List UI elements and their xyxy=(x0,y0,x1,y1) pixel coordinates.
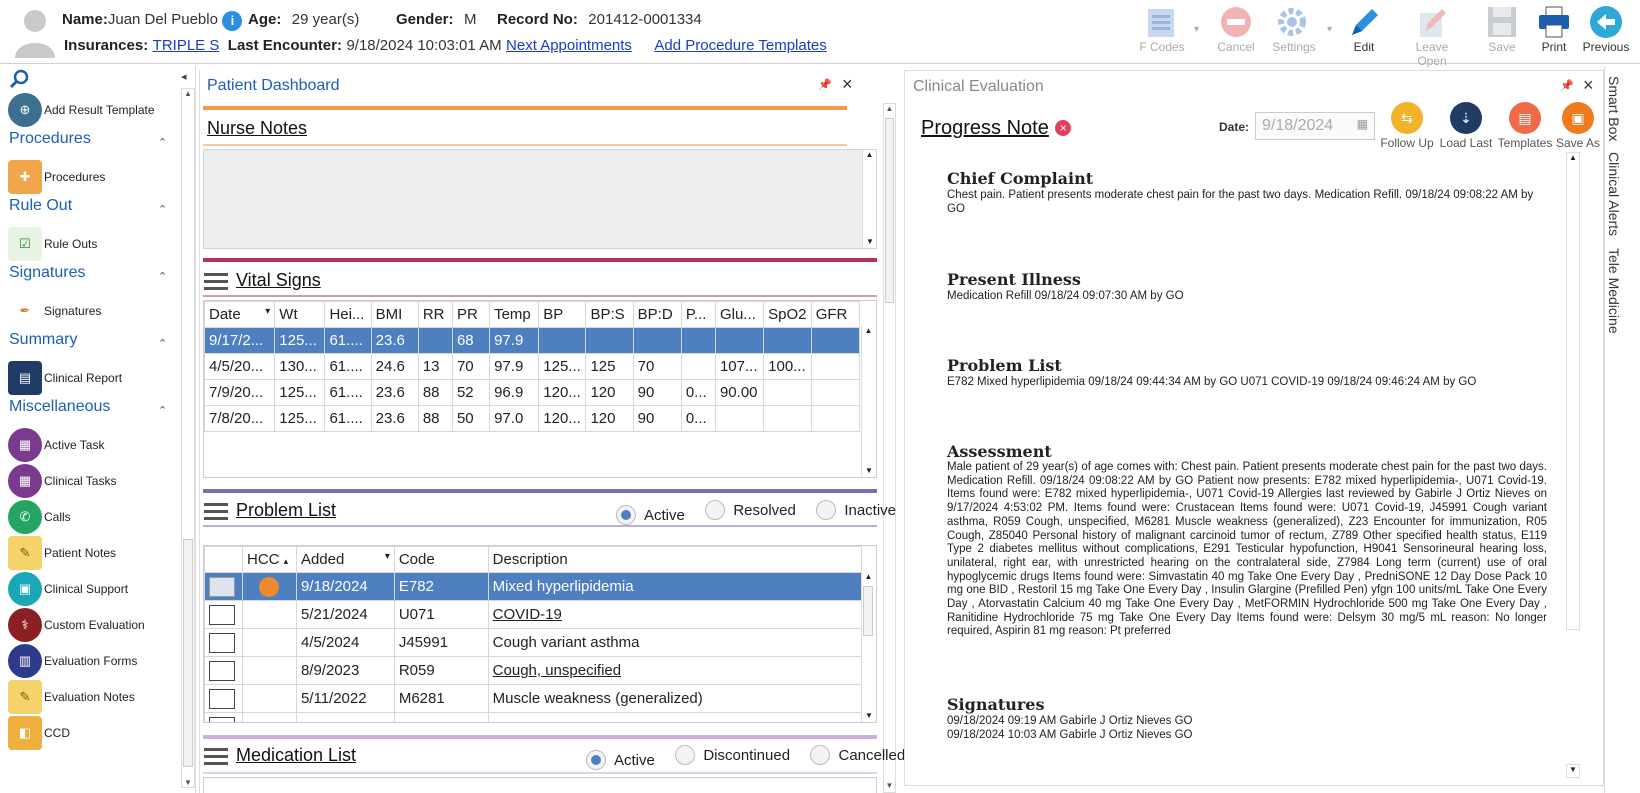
nurse-notes-textarea[interactable]: ▲ ▼ xyxy=(203,149,877,249)
sidebar-item-label: Add Result Template xyxy=(44,103,155,117)
record-label: Record No: xyxy=(497,11,578,28)
patient-avatar xyxy=(12,6,58,58)
table-row[interactable]: 5/11/2022 M6281 Muscle weakness (generalized) xyxy=(205,685,862,713)
insurance-link[interactable]: TRIPLE S xyxy=(152,37,220,54)
sidebar-item-calls[interactable] xyxy=(8,500,71,534)
fcodes-label: F Codes xyxy=(1139,40,1185,54)
patient-name: Juan Del Pueblo xyxy=(107,11,218,28)
note-section-assessment xyxy=(947,442,1547,639)
sidebar-item-clinical-tasks[interactable] xyxy=(8,464,116,498)
sidebar-item-active-task[interactable] xyxy=(8,428,104,462)
print-label: Print xyxy=(1541,40,1567,54)
section-heading: Present Illness xyxy=(947,270,1081,289)
last-encounter-value: 9/18/2024 10:03:01 AM xyxy=(346,37,502,54)
sidebar-item-label: Active Task xyxy=(44,438,105,452)
sidebar-item-label: Clinical Report xyxy=(44,371,123,385)
tab-clinical-alerts[interactable]: Clinical Alerts xyxy=(1606,152,1622,237)
load-last-button[interactable] xyxy=(1437,102,1495,150)
table-row[interactable]: 4/5/2024 J45991 Cough variant asthma xyxy=(205,629,862,657)
chevron-up-icon[interactable]: ⌃ xyxy=(158,271,168,283)
progress-note-header xyxy=(921,117,1071,140)
info-icon[interactable]: i xyxy=(222,11,242,31)
problem-col-added[interactable]: Added ▾ xyxy=(296,547,394,573)
clinical-evaluation-title: Clinical Evaluation xyxy=(913,78,1044,95)
vitals-col-pr[interactable]: PR xyxy=(452,302,489,328)
vitals-header-row xyxy=(205,302,860,328)
age-label: Age: xyxy=(248,11,282,28)
fcodes-dropdown-icon[interactable]: ▾ xyxy=(1194,24,1200,35)
vitals-col-bmi[interactable]: BMI xyxy=(371,302,418,328)
pin-icon[interactable]: 📌 xyxy=(818,79,832,91)
procedures-icon: ✚ xyxy=(8,160,42,194)
row-checkbox[interactable] xyxy=(209,717,235,724)
dashboard-title: Patient Dashboard xyxy=(207,77,340,94)
filter-active-radio[interactable] xyxy=(586,750,655,770)
vital-signs-underline xyxy=(203,295,877,297)
back-arrow-icon xyxy=(1586,4,1626,40)
edit-label: Edit xyxy=(1353,40,1375,54)
sidebar-item-evaluation-forms[interactable] xyxy=(8,644,137,678)
patient-header xyxy=(0,0,1640,68)
notes-icon: ✎ xyxy=(8,536,42,570)
problem-col-select xyxy=(205,547,243,573)
section-body: 09/18/2024 09:19 AM Gabirle J Ortiz Nieves GO 09/18/2024 10:03 AM Gabirle J Ortiz Nieves GO xyxy=(947,715,1193,741)
medication-list-header xyxy=(204,745,356,766)
filter-active-radio[interactable] xyxy=(616,505,685,525)
hamburger-menu-icon[interactable] xyxy=(204,748,228,766)
filter-inactive-radio[interactable] xyxy=(816,500,896,520)
table-row[interactable]: 8/9/2023 R059 Cough, unspecified xyxy=(205,657,862,685)
sidebar-item-label: Clinical Support xyxy=(44,582,129,596)
sidebar-item-ccd[interactable] xyxy=(8,716,70,750)
templates-icon: ▤ xyxy=(1509,102,1541,134)
problem-col-description[interactable]: Description xyxy=(488,547,861,573)
sidebar-item-label: Rule Outs xyxy=(44,237,98,251)
templates-label: Templates xyxy=(1497,136,1553,150)
last-encounter-label: Last Encounter: xyxy=(227,37,342,54)
problem-filter-group xyxy=(600,500,896,525)
vitals-col-date[interactable]: Date ▾ xyxy=(205,302,275,328)
sidebar-item-clinical-support[interactable] xyxy=(8,572,128,606)
fcodes-icon xyxy=(1142,4,1182,40)
calendar-icon[interactable]: ▦ xyxy=(1356,117,1368,131)
radio-label: Discontinued xyxy=(703,746,791,764)
patient-age: 29 year(s) xyxy=(291,11,360,28)
table-row[interactable]: 5/21/2024 U071 COVID-19 xyxy=(205,601,862,629)
date-value: 9/18/2024 xyxy=(1262,117,1334,134)
section-signatures[interactable]: Signatures xyxy=(9,264,86,281)
table-row[interactable]: 4/5/20... 130... 61.... 24.6 13 70 97.9 125... 125 70 107... 100... xyxy=(205,354,860,380)
vitals-col-spo2[interactable]: SpO2 xyxy=(764,302,812,328)
filter-cancelled-radio[interactable] xyxy=(810,745,905,765)
settings-button[interactable] xyxy=(1262,4,1326,60)
sidebar-item-clinical-report[interactable] xyxy=(8,361,122,395)
radio-label: Active xyxy=(644,506,685,524)
previous-button[interactable] xyxy=(1574,4,1638,60)
vitals-table xyxy=(204,301,860,432)
chevron-up-icon[interactable]: ⌃ xyxy=(158,405,168,417)
note-section-chief-complaint xyxy=(947,169,1547,216)
progress-note-title: Progress Note xyxy=(921,117,1049,139)
nurse-notes-accent xyxy=(203,106,847,110)
close-icon[interactable]: × xyxy=(1583,75,1594,95)
date-label: Date: xyxy=(1219,120,1250,134)
evaluation-notes-icon: ✎ xyxy=(8,680,42,714)
search-icon[interactable] xyxy=(8,68,30,95)
problem-col-hcc[interactable]: HCC ▴ xyxy=(242,547,296,573)
section-body: E782 Mixed hyperlipidemia 09/18/24 09:44:34 AM by GO U071 COVID-19 09/18/24 09:46:24 AM by GO xyxy=(947,376,1477,388)
leave-open-label: Leave Open xyxy=(1415,40,1449,68)
dashboard-scrollbar[interactable]: ▲ ▼ xyxy=(883,103,896,793)
problem-list-underline xyxy=(203,525,877,527)
section-procedures[interactable]: Procedures xyxy=(9,130,91,147)
add-procedure-templates-link[interactable]: Add Procedure Templates xyxy=(654,37,827,54)
follow-up-icon: ⇆ xyxy=(1391,102,1423,134)
tab-tele-medicine[interactable]: Tele Medicine xyxy=(1606,248,1622,334)
vitals-col-temp[interactable]: Temp xyxy=(490,302,539,328)
problem-description-link[interactable]: COVID-19 xyxy=(488,601,861,629)
chevron-up-icon[interactable]: ⌃ xyxy=(158,338,168,350)
report-icon: ▤ xyxy=(8,361,42,395)
chevron-up-icon[interactable]: ⌃ xyxy=(158,137,168,149)
table-row[interactable] xyxy=(205,713,862,724)
problem-description-link[interactable]: Cough, unspecified xyxy=(488,657,861,685)
forms-icon: ▥ xyxy=(8,644,42,678)
sidebar-item-custom-evaluation[interactable] xyxy=(8,608,145,642)
problem-col-code[interactable]: Code xyxy=(394,547,488,573)
note-section-problem-list xyxy=(947,356,1547,389)
row-checkbox[interactable] xyxy=(209,689,235,709)
fcodes-button[interactable] xyxy=(1130,4,1194,60)
previous-label: Previous xyxy=(1582,40,1630,54)
problem-header-row xyxy=(205,547,862,573)
nurse-notes-underline xyxy=(203,144,847,146)
sidebar-item-label: Evaluation Notes xyxy=(44,690,135,704)
collapse-sidebar-icon[interactable]: ◂ xyxy=(181,71,187,83)
vitals-col-wt[interactable]: Wt xyxy=(275,302,325,328)
section-rule-out[interactable]: Rule Out xyxy=(9,197,73,214)
clinical-tasks-icon: ▦ xyxy=(8,464,42,498)
section-heading: Signatures xyxy=(947,695,1045,714)
problem-list-accent xyxy=(203,489,877,493)
sidebar-item-procedures[interactable] xyxy=(8,160,105,194)
edit-button[interactable] xyxy=(1332,4,1396,60)
sidebar-item-label: Patient Notes xyxy=(44,546,117,560)
row-checkbox[interactable] xyxy=(209,577,235,597)
insurances-label: Insurances: xyxy=(64,37,149,54)
radio-label: Inactive xyxy=(844,501,897,519)
sidebar-item-signatures[interactable] xyxy=(8,294,101,328)
problem-table-frame xyxy=(203,545,877,723)
section-miscellaneous[interactable]: Miscellaneous xyxy=(9,398,111,415)
follow-up-button[interactable] xyxy=(1378,102,1436,150)
cancel-icon xyxy=(1216,4,1256,40)
table-row[interactable]: 7/8/20... 125... 61.... 23.6 88 50 97.0 120... 120 90 0... xyxy=(205,406,860,432)
note-section-present-illness xyxy=(947,270,1547,303)
sidebar-item-add-result-template[interactable] xyxy=(8,93,155,127)
sidebar-item-label: Clinical Tasks xyxy=(44,474,117,488)
leave-open-icon xyxy=(1412,4,1452,40)
save-as-icon: ▣ xyxy=(1562,102,1594,134)
sidebar-item-label: Procedures xyxy=(44,170,106,184)
next-appointments-link[interactable]: Next Appointments xyxy=(506,37,632,54)
gender-label: Gender: xyxy=(396,11,454,28)
nurse-notes-title: Nurse Notes xyxy=(207,118,308,138)
medication-table-frame xyxy=(203,777,877,793)
vital-signs-accent xyxy=(203,258,877,262)
medication-list-title: Medication List xyxy=(236,745,357,765)
name-label: Name: xyxy=(62,11,108,28)
note-section-signatures xyxy=(947,695,1547,742)
problem-scrollbar[interactable]: ▲ ▼ xyxy=(861,572,875,722)
vital-signs-title: Vital Signs xyxy=(236,270,321,290)
section-body: Chest pain. Patient presents moderate chest pain for the past two days. Medication Refill. 09/18/24 09:08:22 AM by GO xyxy=(947,189,1534,215)
table-row[interactable]: 9/17/2... 125... 61.... 23.6 68 97.9 xyxy=(205,328,860,354)
hamburger-menu-icon[interactable] xyxy=(204,273,228,291)
ccd-folder-icon: ◧ xyxy=(8,716,42,750)
section-heading: Problem List xyxy=(947,356,1062,375)
filter-resolved-radio[interactable] xyxy=(705,500,796,520)
sidebar-item-label: Signatures xyxy=(44,304,102,318)
follow-up-label: Follow Up xyxy=(1380,136,1434,150)
vitals-col-bps[interactable]: BP:S xyxy=(586,302,633,328)
vitals-col-bpd[interactable]: BP:D xyxy=(633,302,681,328)
section-body: Male patient of 29 year(s) of age comes with: Chest pain. Patient presents moderate chest pain for the past two days. Medication Refill. 09/18/24 09:08:22 AM by GO Patient now presents: E782 mixed hyperlipidemia-, U071 Covid-19. Items found were: E782 mixed hyperlipidemia-, U071 Covid-19 Allergies last reviewed by Gabirle J Ortiz Nieves on 9/17/2024 4:53:02 PM. Items found were: Crustacean Items found were: U071 Covid-19, J45991 Cough variant asthma, R059 Cough, unspecified, M6281 Muscle weakness (generalized), Z23 Encounter for immunization, R05 Cough, Z85040 Personal history of malignant carcinoid tumor of rectum, Z789 Other specified health status, E119 Type 2 diabetes mellitus without complications, E291 Testicular hypofunction, H9041 Sensorineural hearing loss, unilateral, right ear, with unrestricted hearing on the contralateral side, Z7984 Long term (current) use of oral hypoglycemic drugs Items found were: Simvastatin 40 mg Take One Every Day , PredniSONE 12 Day Dose Pack 10 mg one BID , Restoril 15 mg Take One Every Day , Insulin Glargine (Prefilled Pen) yfgn 100 units/mL Take One Every Day , Atorvastatin Calcium 40 mg Take One Every Day , MetFORMIN Hydrochloride 500 mg Take One Every Day , Ranitidine Hydrochloride 75 mg Take One Every Day Items found were: Delsym 30 mg/5 mL reason: No longer required, Aspirin 81 mg reason: Pt preferred xyxy=(947,461,1547,638)
sidebar-item-patient-notes[interactable] xyxy=(8,536,116,570)
save-as-button[interactable] xyxy=(1549,102,1607,150)
medication-filter-group xyxy=(570,745,905,770)
sidebar-item-label: Custom Evaluation xyxy=(44,618,145,632)
vitals-scrollbar[interactable]: ▲ ▼ xyxy=(861,326,875,477)
hamburger-menu-icon[interactable] xyxy=(204,503,228,521)
settings-label: Settings xyxy=(1272,40,1316,54)
cancel-label: Cancel xyxy=(1217,40,1255,54)
sort-dropdown-icon[interactable]: ▾ xyxy=(265,306,271,317)
radio-label: Active xyxy=(614,751,655,769)
section-body: Medication Refill 09/18/24 09:07:30 AM by GO xyxy=(947,290,1184,302)
close-icon[interactable]: × xyxy=(842,74,853,94)
vitals-col-glucose[interactable]: Glu... xyxy=(715,302,763,328)
hcc-indicator-icon xyxy=(259,577,279,597)
row-checkbox[interactable] xyxy=(209,633,235,653)
pin-icon[interactable]: 📌 xyxy=(1560,80,1574,92)
problem-list-title: Problem List xyxy=(236,500,337,520)
sidebar-item-evaluation-notes[interactable] xyxy=(8,680,135,714)
radio-label: Resolved xyxy=(733,501,796,519)
sidebar xyxy=(0,66,196,793)
sidebar-item-label: Calls xyxy=(44,510,71,524)
vitals-col-p[interactable]: P... xyxy=(681,302,715,328)
table-row[interactable]: 9/18/2024 E782 Mixed hyperlipidemia xyxy=(205,573,862,601)
chevron-up-icon[interactable]: ⌃ xyxy=(158,204,168,216)
note-scroll-down[interactable]: ▼ xyxy=(1566,764,1580,778)
sidebar-item-rule-outs[interactable] xyxy=(8,227,97,261)
cancel-button[interactable] xyxy=(1204,4,1268,60)
load-last-icon: ⇣ xyxy=(1450,102,1482,134)
table-row[interactable]: 7/9/20... 125... 61.... 23.6 88 52 96.9 120... 120 90 0... 90.00 xyxy=(205,380,860,406)
add-result-template-icon: ⊕ xyxy=(8,93,42,127)
leave-open-button[interactable] xyxy=(1400,4,1464,68)
task-icon: ▦ xyxy=(8,428,42,462)
vitals-col-rr[interactable]: RR xyxy=(418,302,452,328)
gear-icon xyxy=(1274,4,1314,40)
signature-pen-icon: ✒ xyxy=(8,294,42,328)
medication-list-accent xyxy=(203,735,877,739)
vital-signs-header xyxy=(204,270,321,291)
sidebar-item-label: CCD xyxy=(44,726,70,740)
section-heading: Chief Complaint xyxy=(947,169,1094,188)
note-scrollbar[interactable]: ▲ xyxy=(1566,152,1580,630)
record-number: 201412-0001334 xyxy=(588,11,702,28)
sort-asc-icon: ▴ xyxy=(283,556,289,566)
filter-discontinued-radio[interactable] xyxy=(675,745,790,765)
phone-icon: ✆ xyxy=(8,500,42,534)
problem-list-header xyxy=(204,500,336,521)
patient-gender: M xyxy=(463,11,477,28)
sidebar-scrollbar[interactable]: ▲ ▼ xyxy=(181,88,195,788)
row-checkbox[interactable] xyxy=(209,661,235,681)
vitals-col-height[interactable]: Hei... xyxy=(325,302,371,328)
templates-button[interactable] xyxy=(1496,102,1554,150)
vitals-col-gfr[interactable]: GFR xyxy=(811,302,859,328)
row-checkbox[interactable] xyxy=(209,605,235,625)
remove-note-icon[interactable]: × xyxy=(1055,120,1071,136)
problem-table xyxy=(204,546,862,723)
sort-dropdown-icon[interactable]: ▾ xyxy=(384,551,390,562)
pencil-icon xyxy=(1344,4,1384,40)
settings-dropdown-icon[interactable]: ▾ xyxy=(1327,24,1333,35)
date-field[interactable] xyxy=(1255,112,1375,140)
radio-label: Cancelled xyxy=(838,746,906,764)
load-last-label: Load Last xyxy=(1439,136,1493,150)
tab-smart-box[interactable]: Smart Box xyxy=(1606,76,1622,142)
medication-list-underline xyxy=(203,772,877,774)
support-icon: ▣ xyxy=(8,572,42,606)
checklist-icon: ☑ xyxy=(8,227,42,261)
save-icon xyxy=(1482,4,1522,40)
printer-icon xyxy=(1534,4,1574,40)
sidebar-item-label: Evaluation Forms xyxy=(44,654,138,668)
save-label: Save xyxy=(1488,40,1516,54)
stethoscope-icon: ⚕ xyxy=(8,608,42,642)
vitals-col-bp[interactable]: BP xyxy=(539,302,586,328)
section-summary[interactable]: Summary xyxy=(9,331,78,348)
save-as-label: Save As xyxy=(1555,136,1601,150)
section-heading: Assessment xyxy=(947,442,1052,461)
